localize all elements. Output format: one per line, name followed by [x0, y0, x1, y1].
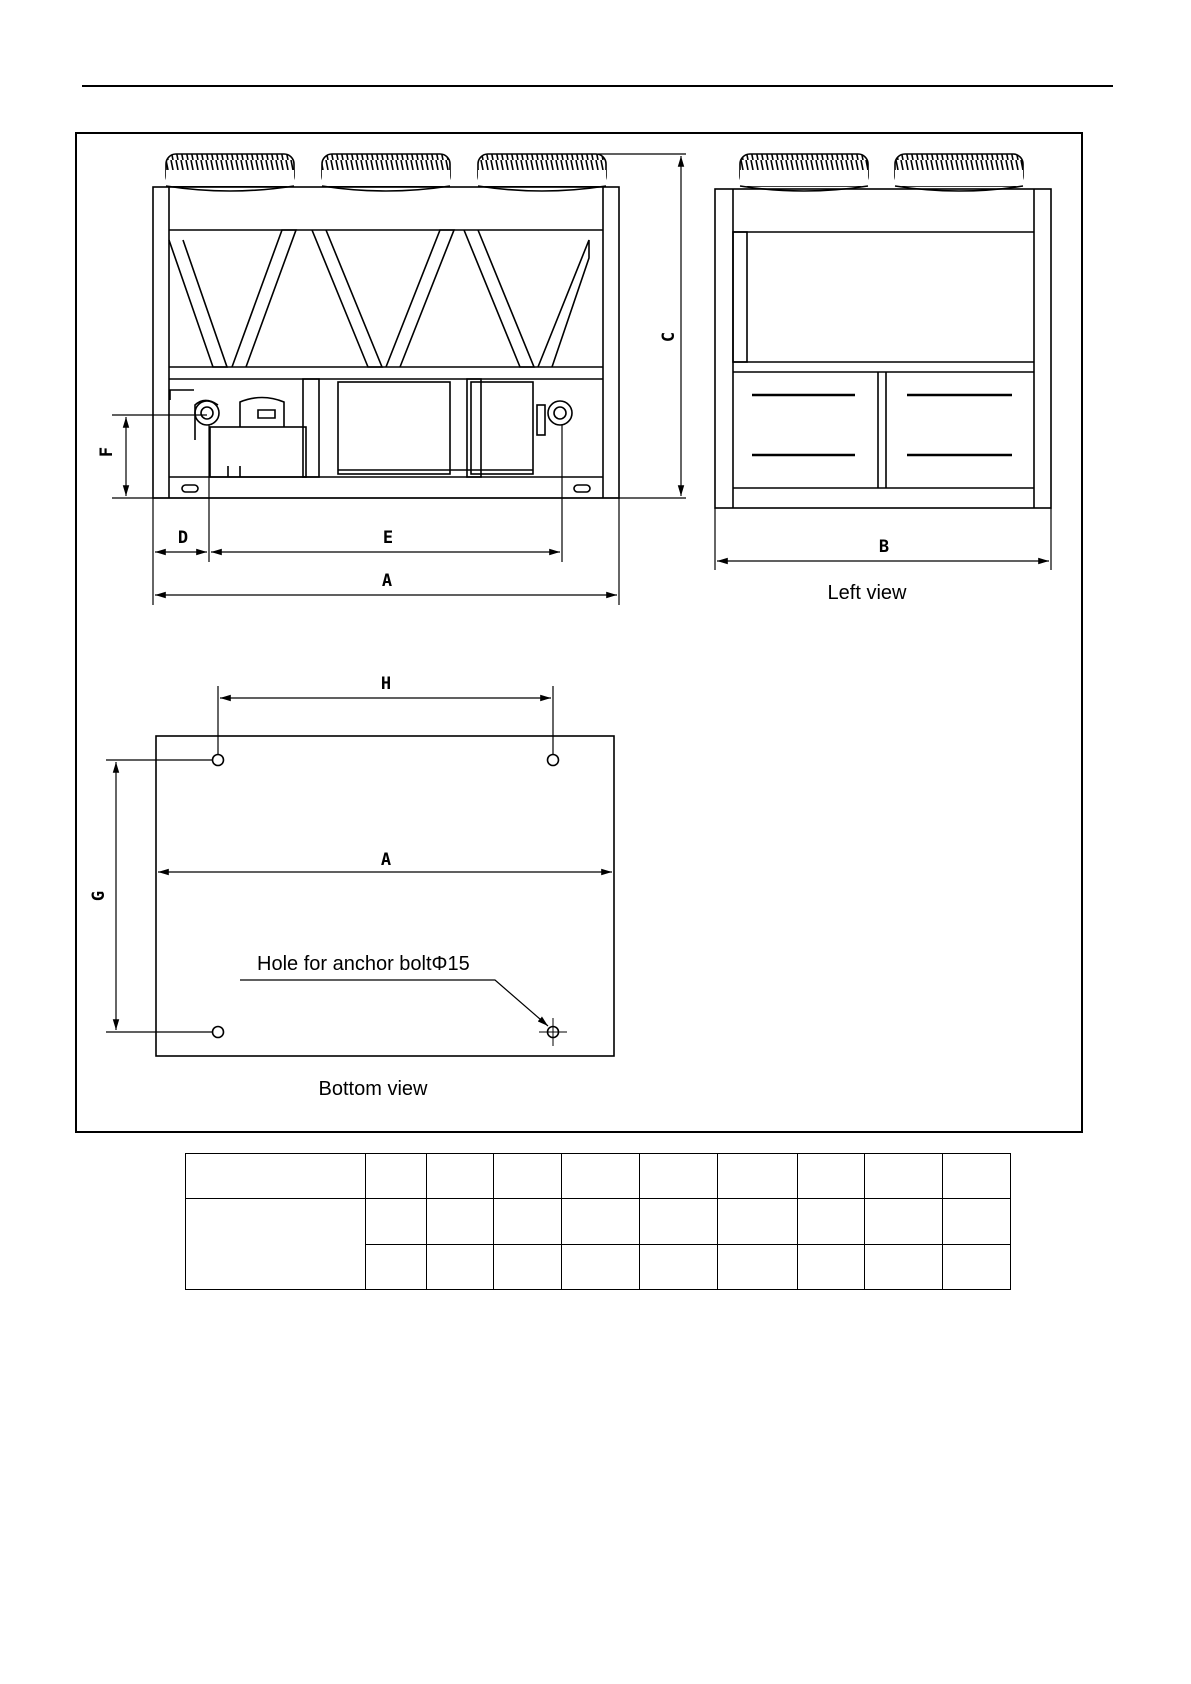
dim-label-C: C — [659, 331, 679, 343]
dim-label-A-bottom: A — [380, 850, 392, 870]
bottom-view-caption: Bottom view — [318, 1078, 428, 1100]
table-cell — [865, 1199, 943, 1245]
dim-label-H: H — [380, 674, 392, 694]
table-cell — [943, 1199, 1011, 1245]
table-cell — [186, 1199, 366, 1290]
left-view — [715, 154, 1051, 508]
table-cell — [865, 1154, 943, 1199]
dim-label-F: F — [97, 446, 117, 458]
dim-label-D: D — [177, 528, 189, 548]
table-cell — [562, 1245, 640, 1290]
table-cell — [718, 1199, 798, 1245]
drawing-frame — [76, 133, 1082, 1132]
front-fan-1 — [166, 154, 294, 191]
table-cell — [562, 1199, 640, 1245]
table-cell — [186, 1154, 366, 1199]
table-cell — [427, 1199, 494, 1245]
table-cell — [640, 1245, 718, 1290]
anchor-hole-bottom-left — [213, 1027, 224, 1038]
anchor-hole-top-right — [548, 755, 559, 766]
left-fan-2 — [895, 154, 1023, 191]
left-fan-1 — [740, 154, 868, 191]
table-cell — [718, 1154, 798, 1199]
front-fan-2 — [322, 154, 450, 191]
table-cell — [640, 1154, 718, 1199]
table-cell — [366, 1199, 427, 1245]
table-cell — [494, 1199, 562, 1245]
table-cell — [865, 1245, 943, 1290]
left-view-caption: Left view — [827, 582, 907, 604]
dim-label-E: E — [382, 528, 394, 548]
table-row — [186, 1199, 1011, 1245]
table-cell — [562, 1154, 640, 1199]
bottom-dimensions — [106, 686, 612, 1032]
bottom-view — [156, 736, 614, 1056]
dim-label-G: G — [89, 890, 109, 902]
table-cell — [366, 1245, 427, 1290]
table-cell — [494, 1245, 562, 1290]
front-view — [153, 154, 619, 498]
table-cell — [366, 1154, 427, 1199]
dim-label-A-front: A — [381, 571, 393, 591]
table-cell — [718, 1245, 798, 1290]
table-cell — [427, 1245, 494, 1290]
table-cell — [427, 1154, 494, 1199]
table-cell — [798, 1199, 865, 1245]
table-header-row — [186, 1154, 1011, 1199]
dim-label-B: B — [878, 537, 890, 557]
table-cell — [798, 1154, 865, 1199]
dimension-table — [185, 1153, 1011, 1290]
table-cell — [494, 1154, 562, 1199]
table-cell — [943, 1154, 1011, 1199]
table-cell — [943, 1245, 1011, 1290]
table-cell — [798, 1245, 865, 1290]
anchor-hole-top-left — [213, 755, 224, 766]
table-cell — [640, 1199, 718, 1245]
anchor-hole-note: Hole for anchor boltΦ15 — [257, 953, 470, 975]
front-fan-3 — [478, 154, 606, 191]
